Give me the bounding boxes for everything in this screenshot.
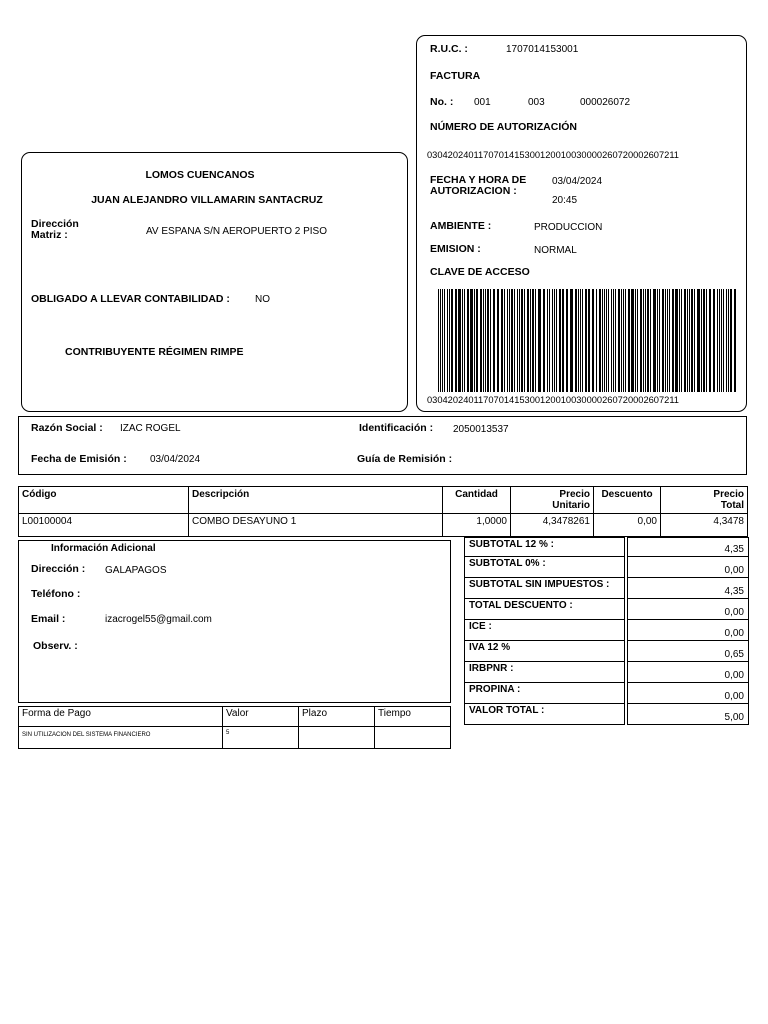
- customer-name-label: Razón Social :: [31, 422, 103, 434]
- emission-label: EMISION :: [430, 243, 481, 255]
- ruc-value: 1707014153001: [506, 44, 579, 55]
- col-total-line-2: Total: [720, 500, 744, 511]
- emission-value: NORMAL: [534, 245, 577, 256]
- customer-id: 2050013537: [453, 424, 509, 435]
- issuer-box: [21, 152, 408, 412]
- ruc-label: R.U.C. :: [430, 43, 468, 55]
- totals-row: [465, 683, 749, 704]
- payment-term-header: Plazo: [299, 707, 375, 727]
- access-key-number: 0304202401170701415300120010030000260720002607211: [427, 395, 679, 405]
- total-label: VALOR TOTAL :: [465, 704, 625, 725]
- payment-method: SIN UTILIZACION DEL SISTEMA FINANCIERO: [19, 727, 223, 749]
- totals-row: [465, 538, 749, 557]
- total-value: 0,65: [628, 641, 749, 662]
- total-label: SUBTOTAL 12 % :: [465, 538, 625, 557]
- payment-term: [299, 727, 375, 749]
- payment-header-row: [19, 707, 451, 727]
- auth-number-label: NÚMERO DE AUTORIZACIÓN: [430, 121, 577, 133]
- items-table: [18, 486, 748, 537]
- additional-info-title: Información Adicional: [51, 543, 156, 554]
- col-code: Código: [19, 487, 189, 514]
- total-label: ICE :: [465, 620, 625, 641]
- total-value: 0,00: [628, 557, 749, 578]
- accounting-value: NO: [255, 294, 270, 305]
- item-discount: 0,00: [594, 514, 661, 537]
- auth-number: 0304202401170701415300120010030000260720002607211: [427, 150, 679, 160]
- invoice-no-pto: 003: [528, 97, 545, 108]
- total-label: SUBTOTAL 0% :: [465, 557, 625, 578]
- totals-row: [465, 641, 749, 662]
- additional-email-label: Email :: [31, 613, 66, 625]
- issuer-regime: CONTRIBUYENTE RÉGIMEN RIMPE: [65, 346, 244, 358]
- total-label: IRBPNR :: [465, 662, 625, 683]
- items-header-row: [19, 487, 748, 514]
- issue-date: 03/04/2024: [150, 454, 201, 465]
- totals-row: [465, 620, 749, 641]
- totals-row: [465, 599, 749, 620]
- payment-time-header: Tiempo: [375, 707, 451, 727]
- col-unit-price: [511, 487, 594, 514]
- total-label: IVA 12 %: [465, 641, 625, 662]
- environment-value: PRODUCCION: [534, 222, 603, 233]
- col-qty: Cantidad: [443, 487, 511, 514]
- customer-name: IZAC ROGEL: [120, 423, 181, 434]
- auth-date-label-1: FECHA Y HORA DE: [430, 174, 527, 186]
- item-total: 4,3478: [661, 514, 748, 537]
- auth-date-label-2: AUTORIZACION :: [430, 185, 517, 197]
- item-qty: 1,0000: [443, 514, 511, 537]
- issue-date-label: Fecha de Emisión :: [31, 453, 127, 465]
- item-description: COMBO DESAYUNO 1: [189, 514, 443, 537]
- total-value: 4,35: [628, 538, 749, 557]
- issuer-owner: JUAN ALEJANDRO VILLAMARIN SANTACRUZ: [91, 194, 323, 206]
- environment-label: AMBIENTE :: [430, 220, 492, 232]
- remission-guide-label: Guía de Remisión :: [357, 453, 453, 465]
- item-code: L00100004: [19, 514, 189, 537]
- auth-date: 03/04/2024: [552, 176, 603, 187]
- col-unit-price-line-1: Precio: [559, 489, 590, 500]
- col-description: Descripción: [189, 487, 443, 514]
- total-label: TOTAL DESCUENTO :: [465, 599, 625, 620]
- total-value: 0,00: [628, 683, 749, 704]
- col-unit-price-line-2: Unitario: [552, 500, 590, 511]
- barcode-bar: [734, 289, 736, 392]
- issuer-address-label-2: Matriz :: [31, 229, 68, 241]
- accounting-label: OBLIGADO A LLEVAR CONTABILIDAD :: [31, 293, 230, 305]
- additional-notes-label: Observ. :: [33, 640, 78, 652]
- totals-row: [465, 578, 749, 599]
- additional-address-label: Dirección :: [31, 563, 86, 575]
- totals-table: [464, 537, 749, 725]
- issuer-address-label-1: Dirección: [31, 218, 79, 230]
- access-key-barcode: [438, 289, 738, 392]
- item-unit-price: 4,3478261: [511, 514, 594, 537]
- col-discount: Descuento: [594, 487, 661, 514]
- totals-row: [465, 704, 749, 725]
- additional-email: izacrogel55@gmail.com: [105, 614, 212, 625]
- doc-type: FACTURA: [430, 70, 481, 82]
- total-value: 0,00: [628, 662, 749, 683]
- additional-address: GALAPAGOS: [105, 565, 167, 576]
- total-label: SUBTOTAL SIN IMPUESTOS :: [465, 578, 625, 599]
- table-row: [19, 727, 451, 749]
- totals-row: [465, 662, 749, 683]
- total-value: 0,00: [628, 599, 749, 620]
- total-value: 5,00: [628, 704, 749, 725]
- payment-table: [18, 706, 451, 749]
- invoice-no-label: No. :: [430, 96, 454, 108]
- additional-phone-label: Teléfono :: [31, 588, 81, 600]
- customer-id-label: Identificación :: [359, 422, 434, 434]
- total-value: 4,35: [628, 578, 749, 599]
- issuer-trade-name: LOMOS CUENCANOS: [145, 169, 255, 181]
- totals-row: [465, 557, 749, 578]
- total-value: 0,00: [628, 620, 749, 641]
- payment-method-header: Forma de Pago: [19, 707, 223, 727]
- invoice-no-seq: 000026072: [580, 97, 631, 108]
- invoice-no-est: 001: [474, 97, 491, 108]
- payment-value: 5: [223, 727, 299, 749]
- col-total: [661, 487, 748, 514]
- col-total-line-1: Precio: [713, 489, 744, 500]
- issuer-address: AV ESPANA S/N AEROPUERTO 2 PISO: [146, 226, 327, 237]
- table-row: [19, 514, 748, 537]
- payment-time: [375, 727, 451, 749]
- auth-time: 20:45: [552, 195, 578, 206]
- access-key-label: CLAVE DE ACCESO: [430, 266, 530, 278]
- payment-value-header: Valor: [223, 707, 299, 727]
- total-label: PROPINA :: [465, 683, 625, 704]
